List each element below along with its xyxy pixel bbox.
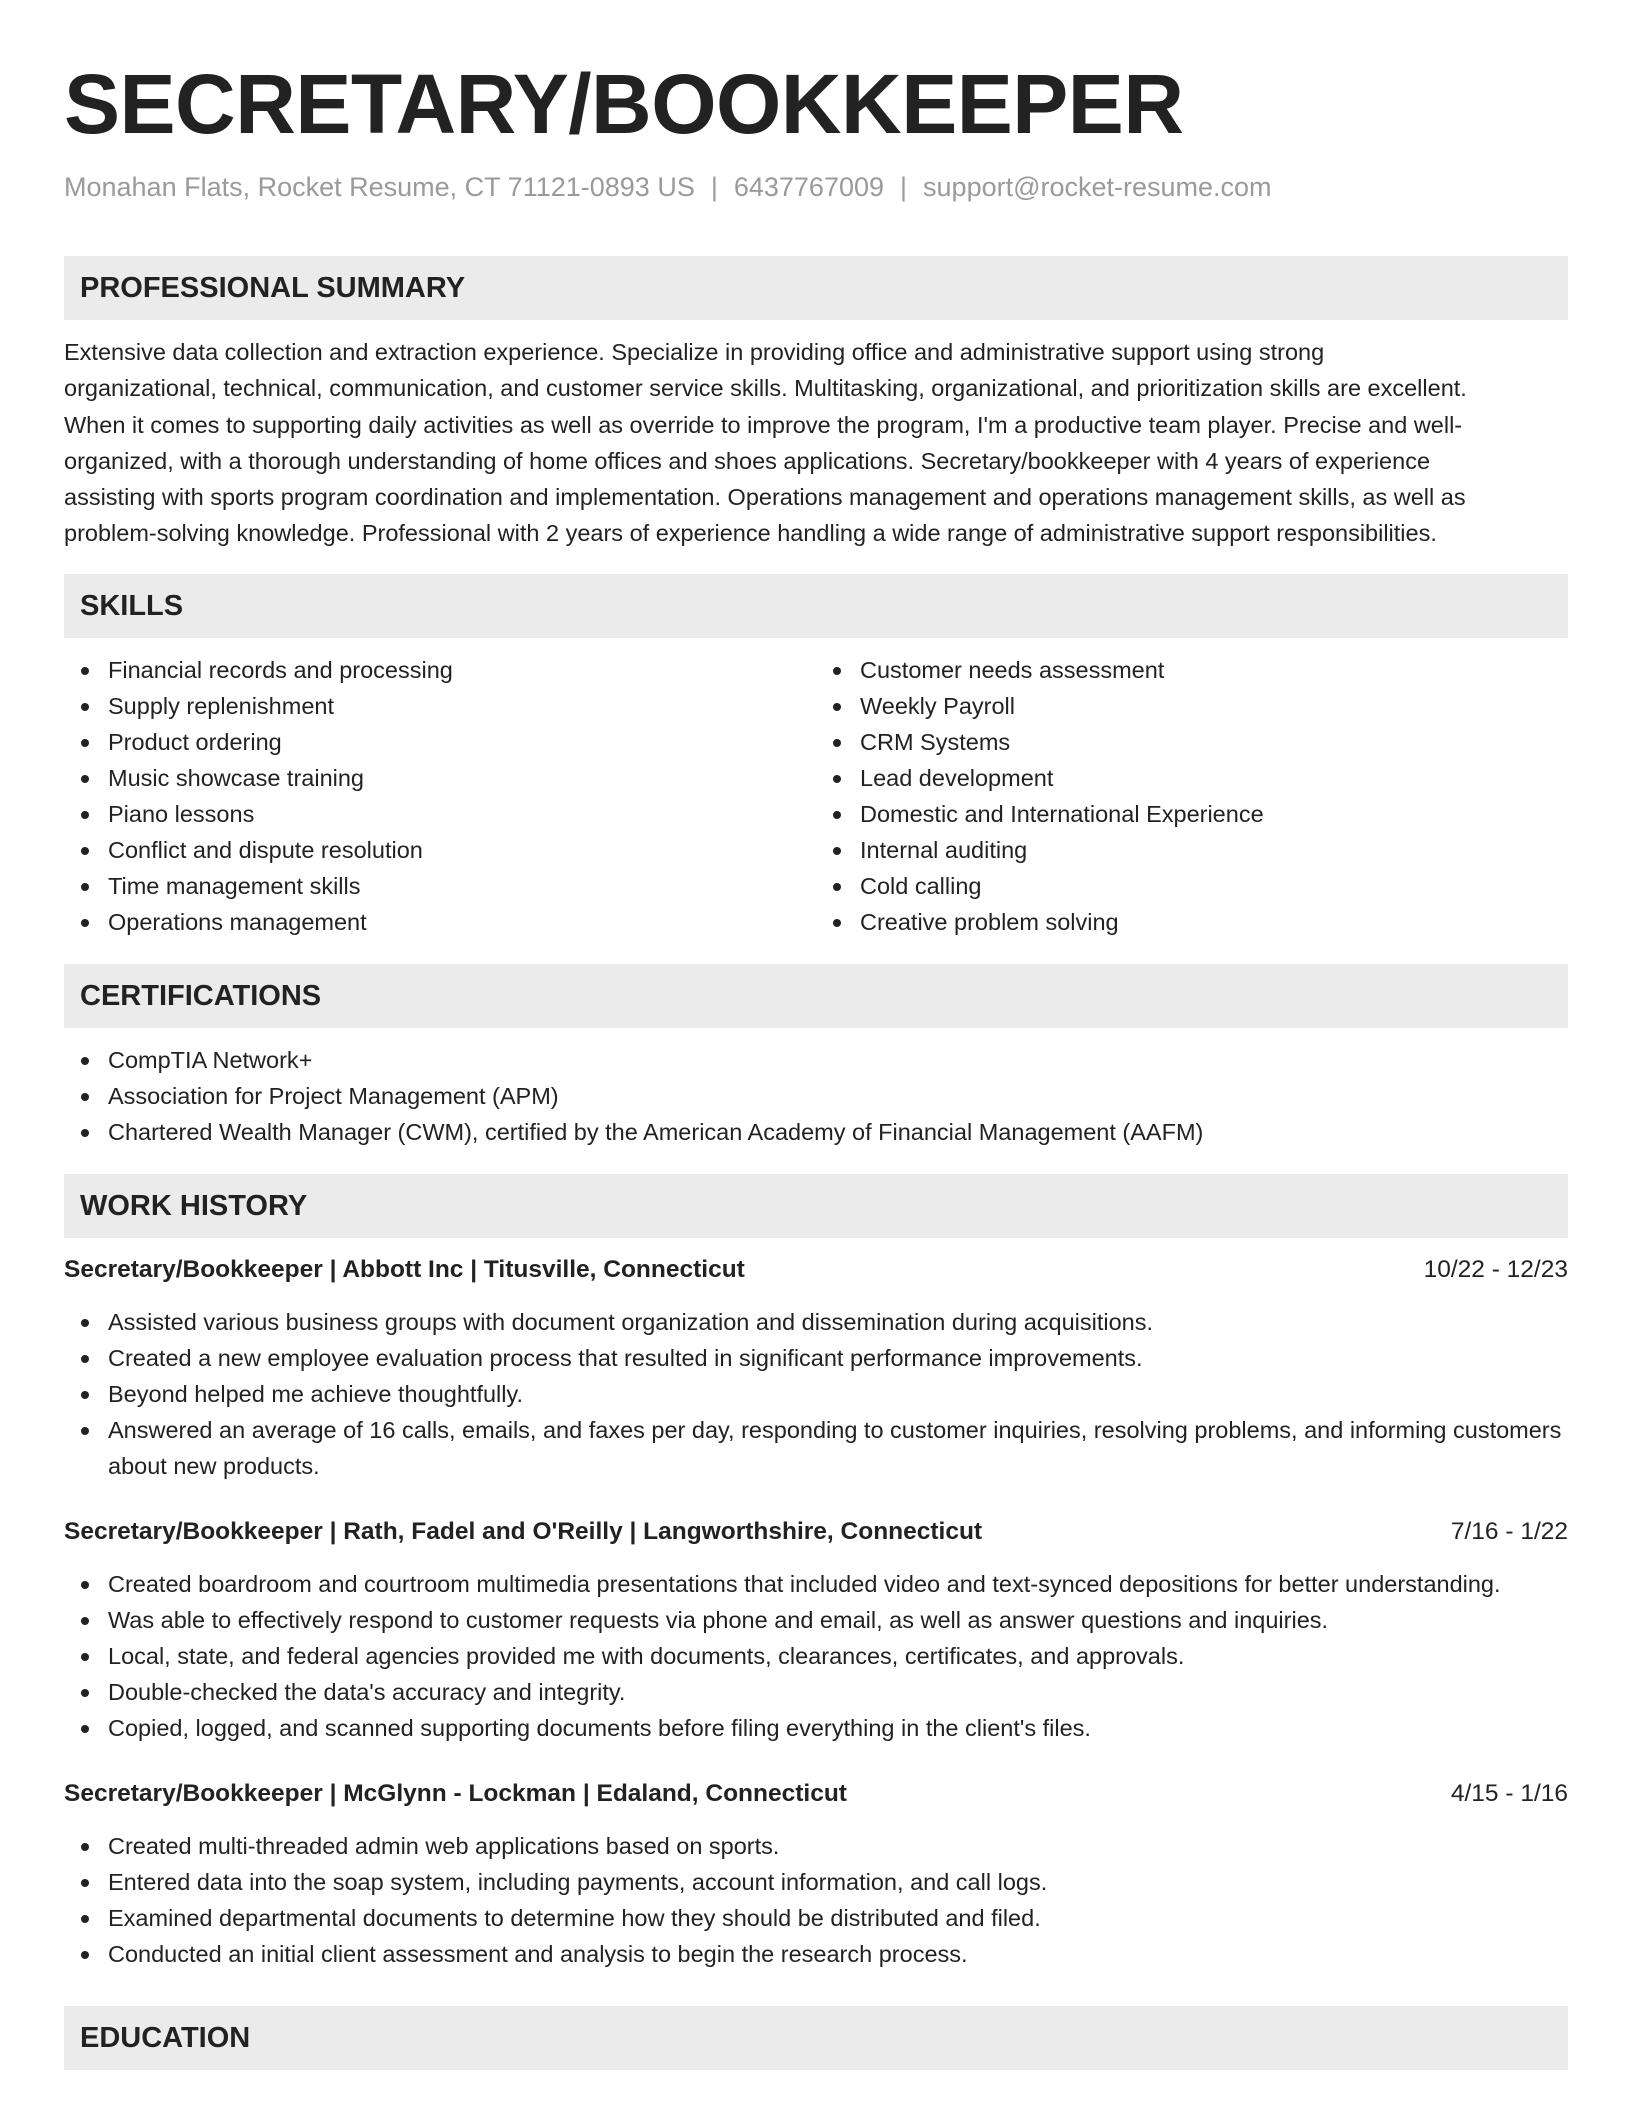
certifications-heading: CERTIFICATIONS: [64, 964, 1568, 1028]
job-title: Secretary/Bookkeeper | Abbott Inc | Titusville, Connecticut: [64, 1255, 745, 1283]
job-bullets: [64, 1828, 1568, 1972]
job-entry: [64, 1776, 1568, 1972]
job-header: [64, 1776, 1568, 1812]
skill-item: Weekly Payroll: [816, 688, 1568, 724]
skill-item: Supply replenishment: [64, 688, 816, 724]
job-bullet: Conducted an initial client assessment and analysis to begin the research process.: [64, 1936, 1568, 1972]
skills-column-right: [816, 652, 1568, 940]
certification-item: Chartered Wealth Manager (CWM), certified by the American Academy of Financial Management (AAFM): [64, 1114, 1568, 1150]
resume-name: SECRETARY/BOOKKEEPER: [64, 57, 1184, 151]
job-bullet: Created boardroom and courtroom multimedia presentations that included video and text-synced depositions for better understanding.: [64, 1566, 1568, 1602]
skill-item: Piano lessons: [64, 796, 816, 832]
job-bullet: Created a new employee evaluation process that resulted in significant performance improvements.: [64, 1340, 1568, 1376]
skill-item: Customer needs assessment: [816, 652, 1568, 688]
skill-item: Cold calling: [816, 868, 1568, 904]
contact-phone: 6437767009: [733, 172, 885, 202]
certification-item: Association for Project Management (APM): [64, 1078, 1568, 1114]
summary-line: organizational, technical, communication, and customer service skills. Multitasking, organizational, and prioritization skills are excellent.: [64, 375, 1467, 402]
job-bullet: Copied, logged, and scanned supporting documents before filing everything in the client's files.: [64, 1710, 1568, 1746]
skills-column-left: [64, 652, 816, 940]
work-history-heading: WORK HISTORY: [64, 1174, 1568, 1238]
job-bullet: Beyond helped me achieve thoughtfully.: [64, 1376, 1568, 1412]
summary-heading: PROFESSIONAL SUMMARY: [64, 256, 1568, 320]
summary-text: [64, 334, 1568, 552]
job-bullet: Assisted various business groups with document organization and dissemination during acquisitions.: [64, 1304, 1568, 1340]
job-bullet: Examined departmental documents to determine how they should be distributed and filed.: [64, 1900, 1568, 1936]
job-bullet: Created multi-threaded admin web applications based on sports.: [64, 1828, 1568, 1864]
skill-item: Operations management: [64, 904, 816, 940]
job-header: [64, 1514, 1568, 1550]
skill-item: Internal auditing: [816, 832, 1568, 868]
job-entry: [64, 1252, 1568, 1484]
job-bullet: Was able to effectively respond to customer requests via phone and email, as well as answer questions and inquiries.: [64, 1602, 1568, 1638]
contact-line: [64, 170, 1568, 204]
job-title: Secretary/Bookkeeper | McGlynn - Lockman | Edaland, Connecticut: [64, 1779, 847, 1807]
skill-item: Lead development: [816, 760, 1568, 796]
certification-item: CompTIA Network+: [64, 1042, 1568, 1078]
job-dates: 4/15 - 1/16: [1450, 1779, 1568, 1807]
job-entry: [64, 1514, 1568, 1746]
job-dates: 10/22 - 12/23: [1423, 1255, 1568, 1283]
skill-item: CRM Systems: [816, 724, 1568, 760]
skills-list: [64, 652, 1568, 940]
job-bullet: Local, state, and federal agencies provided me with documents, clearances, certificates, and approvals.: [64, 1638, 1568, 1674]
contact-separator: |: [710, 172, 718, 202]
job-title: Secretary/Bookkeeper | Rath, Fadel and O'Reilly | Langworthshire, Connecticut: [64, 1517, 983, 1545]
job-bullet: Double-checked the data's accuracy and integrity.: [64, 1674, 1568, 1710]
contact-email: support@rocket-resume.com: [923, 172, 1272, 202]
job-header: [64, 1252, 1568, 1288]
education-heading: EDUCATION: [64, 2006, 1568, 2070]
summary-line: When it comes to supporting daily activities as well as override to improve the program, I'm a productive team player. Precise and well-: [64, 411, 1463, 438]
certifications-list: [64, 1042, 1568, 1150]
job-bullet: Answered an average of 16 calls, emails, and faxes per day, responding to customer inquiries, resolving problems, and informing customers about new products.: [64, 1412, 1568, 1484]
skill-item: Creative problem solving: [816, 904, 1568, 940]
summary-line: organized, with a thorough understanding of home offices and shoes applications. Secretary/bookkeeper with 4 years of experience: [64, 447, 1431, 474]
job-bullets: [64, 1304, 1568, 1484]
job-dates: 7/16 - 1/22: [1450, 1517, 1568, 1545]
contact-address: Monahan Flats, Rocket Resume, CT 71121-0893 US: [64, 172, 695, 202]
skill-item: Music showcase training: [64, 760, 816, 796]
skill-item: Domestic and International Experience: [816, 796, 1568, 832]
summary-line: problem-solving knowledge. Professional with 2 years of experience handling a wide range of administrative support responsibilities.: [64, 520, 1437, 547]
skill-item: Product ordering: [64, 724, 816, 760]
skill-item: Financial records and processing: [64, 652, 816, 688]
skills-heading: SKILLS: [64, 574, 1568, 638]
summary-line: Extensive data collection and extraction experience. Specialize in providing office and administrative support using strong: [64, 339, 1325, 365]
contact-separator: |: [900, 172, 908, 202]
job-bullets: [64, 1566, 1568, 1746]
skill-item: Conflict and dispute resolution: [64, 832, 816, 868]
job-bullet: Entered data into the soap system, including payments, account information, and call logs.: [64, 1864, 1568, 1900]
skill-item: Time management skills: [64, 868, 816, 904]
summary-line: assisting with sports program coordination and implementation. Operations management and operations management skills, as well as: [64, 484, 1466, 511]
